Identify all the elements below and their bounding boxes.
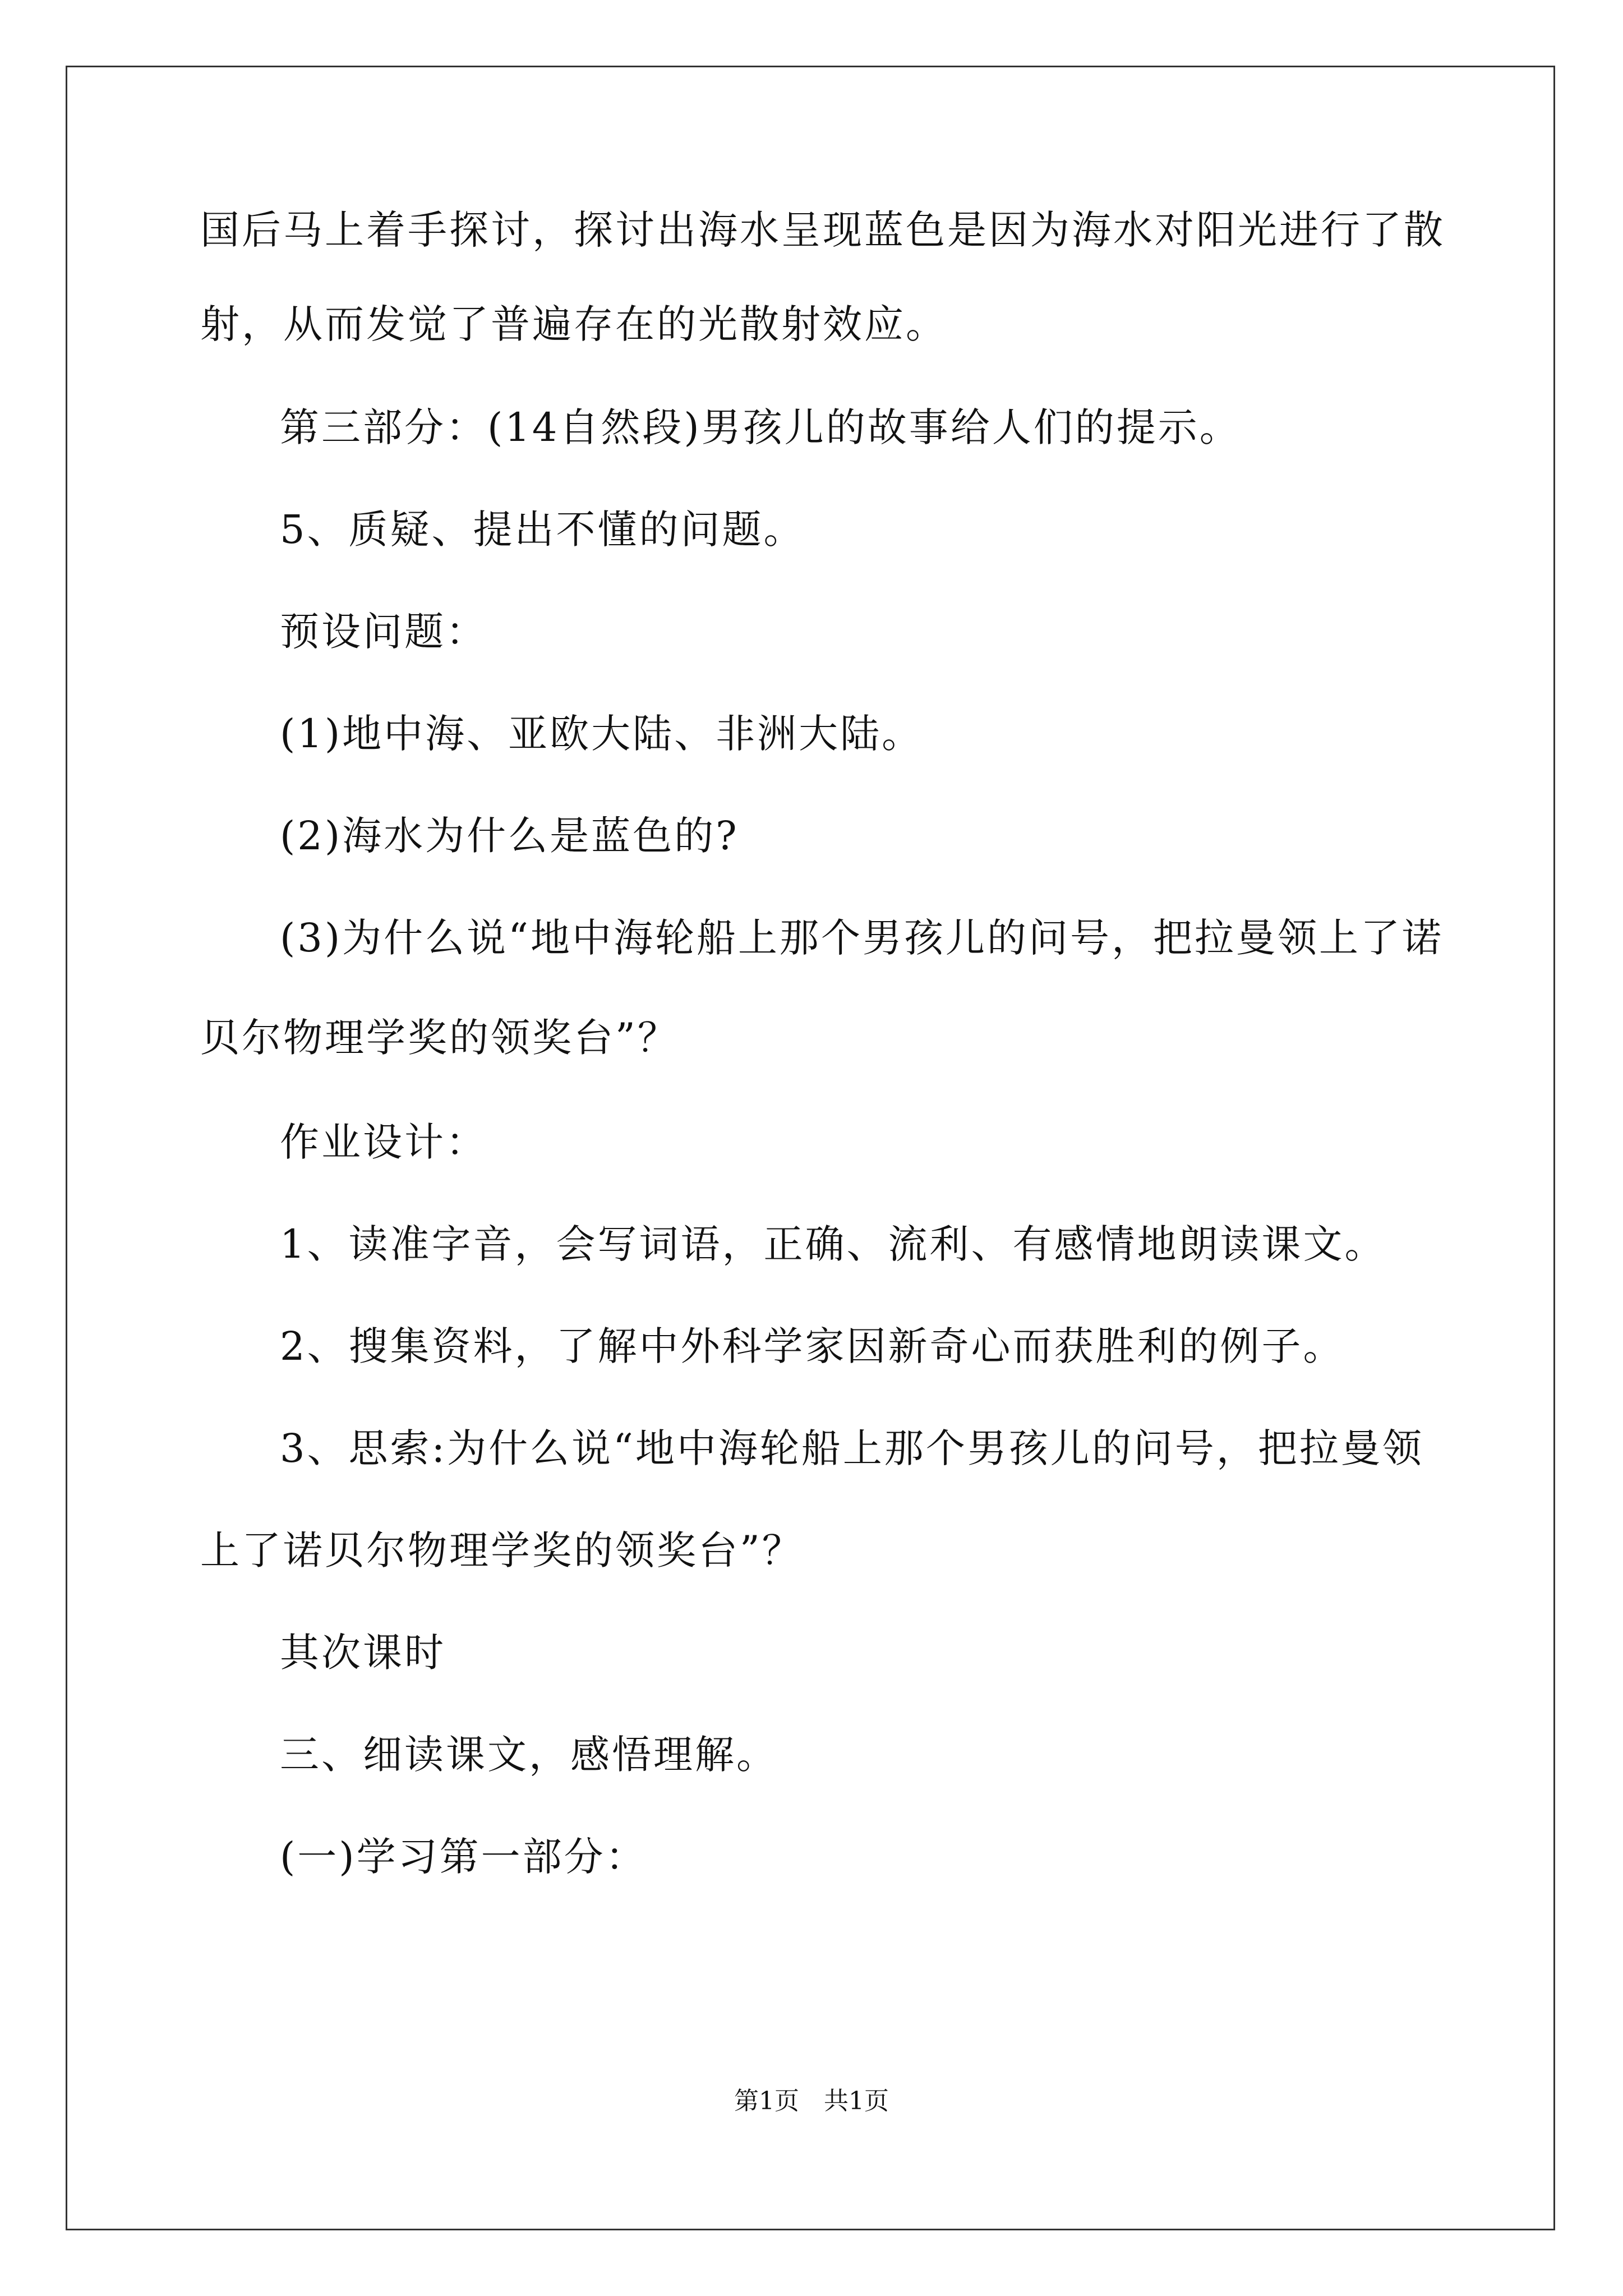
text-line-8: (3)为什么说“地中海轮船上那个男孩儿的问号，把拉曼领上了诺 <box>280 915 1444 961</box>
text-line-16: 三、细读课文，感悟理解。 <box>280 1732 778 1778</box>
text-line-17: (一)学习第一部分： <box>280 1834 647 1880</box>
text-line-7: (2)海水为什么是蓝色的? <box>280 813 739 859</box>
text-line-15: 其次课时 <box>280 1630 446 1676</box>
text-line-2: 射，从而发觉了普遍存在的光散射效应。 <box>200 301 947 347</box>
text-line-13: 3、思索:为什么说“地中海轮船上那个男孩儿的问号，把拉曼领 <box>280 1425 1424 1471</box>
text-line-3: 第三部分：(14自然段)男孩儿的故事给人们的提示。 <box>280 404 1241 450</box>
text-line-5: 预设问题： <box>280 609 487 655</box>
text-line-14: 上了诺贝尔物理学奖的领奖台”？ <box>200 1527 804 1573</box>
text-line-10: 作业设计： <box>280 1119 487 1165</box>
text-line-6: (1)地中海、亚欧大陆、非洲大陆。 <box>280 711 924 757</box>
text-line-12: 2、搜集资料，了解中外科学家因新奇心而获胜利的例子。 <box>280 1323 1345 1369</box>
text-line-1: 国后马上着手探讨，探讨出海水呈现蓝色是因为海水对阳光进行了散 <box>200 207 1445 253</box>
text-line-9: 贝尔物理学奖的领奖台”？ <box>200 1015 679 1061</box>
page-number-footer: 第1页 共1页 <box>734 2087 889 2115</box>
text-line-11: 1、读准字音，会写词语，正确、流利、有感情地朗读课文。 <box>280 1221 1386 1267</box>
text-line-4: 5、质疑、提出不懂的问题。 <box>280 507 805 553</box>
